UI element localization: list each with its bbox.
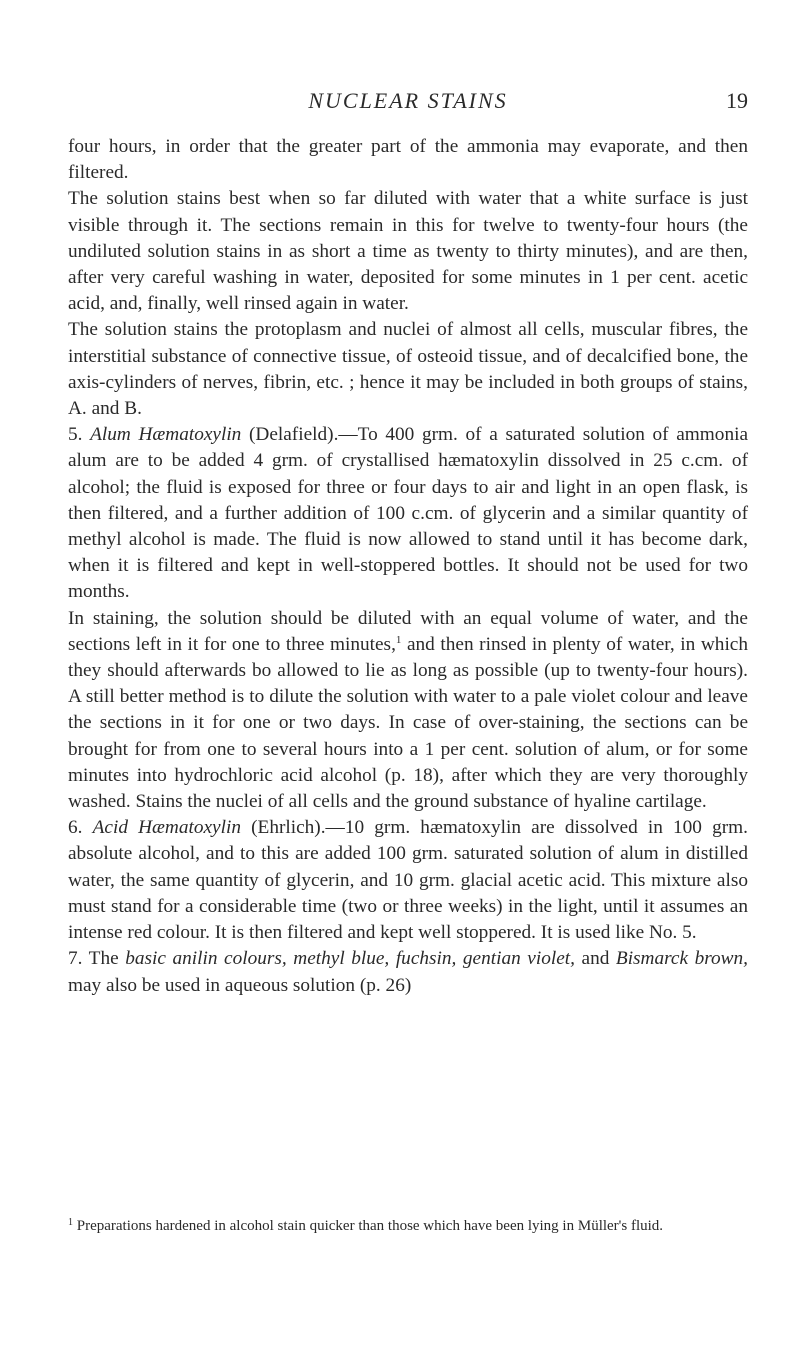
item-number: 7. bbox=[68, 948, 83, 970]
paragraph-text: The bbox=[82, 948, 126, 970]
paragraph bbox=[68, 815, 748, 946]
paragraph-text: (Delafield).—To 400 grm. of a saturated solution of ammonia alum are to be added 4 grm. of crystallised hæmatoxylin dissolved in 25 c.cm. of alcohol; the fluid is exposed for three or four days to air and light in an open flask, is then filtered, and a further addition of 100 c.cm. of glycerin and a similar quantity of methyl alcohol is made. The fluid is now allowed to stand until it has become dark, when it is filtered and kept in well-stoppered bottles. It should not be used for two months. bbox=[68, 424, 748, 603]
paragraph bbox=[68, 946, 748, 998]
item-number: 5. bbox=[68, 424, 83, 446]
running-title: NUCLEAR STAINS bbox=[308, 88, 508, 113]
paragraph bbox=[68, 606, 748, 816]
item-number: 6. bbox=[68, 817, 83, 839]
page-number: 19 bbox=[726, 88, 748, 113]
paragraph-text: (Ehrlich).—10 grm. hæmatoxylin are dissolved in 100 grm. absolute alcohol, and to this are added 100 grm. saturated solution of alum in distilled water, the same quantity of glycerin, and 10 grm. glacial acetic acid. This mixture also must stand for a considerable time (two or three weeks) in the light, until it assumes an intense red colour. It is then filtered and kept well stoppered. It is used like No. 5. bbox=[68, 817, 748, 944]
running-header bbox=[68, 88, 748, 116]
stain-name: basic anilin colours, methyl blue, fuchsin, gentian violet, bbox=[125, 948, 575, 970]
footnote-marker: 1 bbox=[68, 1217, 73, 1228]
paragraph-text: and then rinsed in plenty of water, in which they should afterwards bo allowed to lie as long as possible (up to twenty-four hours). A still better method is to dilute the solution with water to a pale violet colour and leave the sections in it for one or two days. In case of over-staining, the sections can be brought for from one to several hours into a 1 per cent. solution of alum, or for some minutes into hydrochloric acid alcohol (p. 18), after which they are very thoroughly washed. Stains the nuclei of all cells and the ground substance of hyaline cartilage. bbox=[68, 633, 748, 813]
stain-name: Bismarck brown, bbox=[615, 948, 748, 970]
footnote-text: Preparations hardened in alcohol stain quicker than those which have been lying in Müller's fluid. bbox=[73, 1218, 664, 1234]
paragraph bbox=[68, 134, 748, 186]
paragraph bbox=[68, 317, 748, 422]
paragraph-text: four hours, in order that the greater part of the ammonia may evaporate, and then filtered. bbox=[68, 136, 748, 184]
paragraph bbox=[68, 186, 748, 317]
paragraph-text: and bbox=[574, 948, 616, 970]
footnote bbox=[68, 1216, 748, 1236]
paragraph-text: In staining, the solution should be diluted with an equal volume of water, and the sections left in it for one to three minutes, bbox=[68, 607, 748, 655]
paragraph bbox=[68, 422, 748, 605]
paragraph-text: The solution stains best when so far diluted with water that a white surface is just visible through it. The sections remain in this for twelve to twenty-four hours (the undiluted solution stains in as short a time as twenty to thirty minutes), and are then, after very careful washing in water, deposited for some minutes in 1 per cent. acetic acid, and, finally, well rinsed again in water. bbox=[68, 188, 748, 315]
paragraph-text: The solution stains the protoplasm and nuclei of almost all cells, muscular fibres, the interstitial substance of connective tissue, of osteoid tissue, and of decalcified bone, the axis-cylinders of nerves, fibrin, etc. ; hence it may be included in both groups of stains, A. and B. bbox=[68, 319, 748, 420]
body-text bbox=[68, 134, 748, 999]
stain-name: Alum Hæmatoxylin bbox=[90, 424, 242, 446]
paragraph-text: may also be used in aqueous solution (p. 26) bbox=[68, 974, 412, 996]
footnote-reference: 1 bbox=[395, 633, 402, 646]
stain-name: Acid Hæmatoxylin bbox=[92, 817, 241, 839]
